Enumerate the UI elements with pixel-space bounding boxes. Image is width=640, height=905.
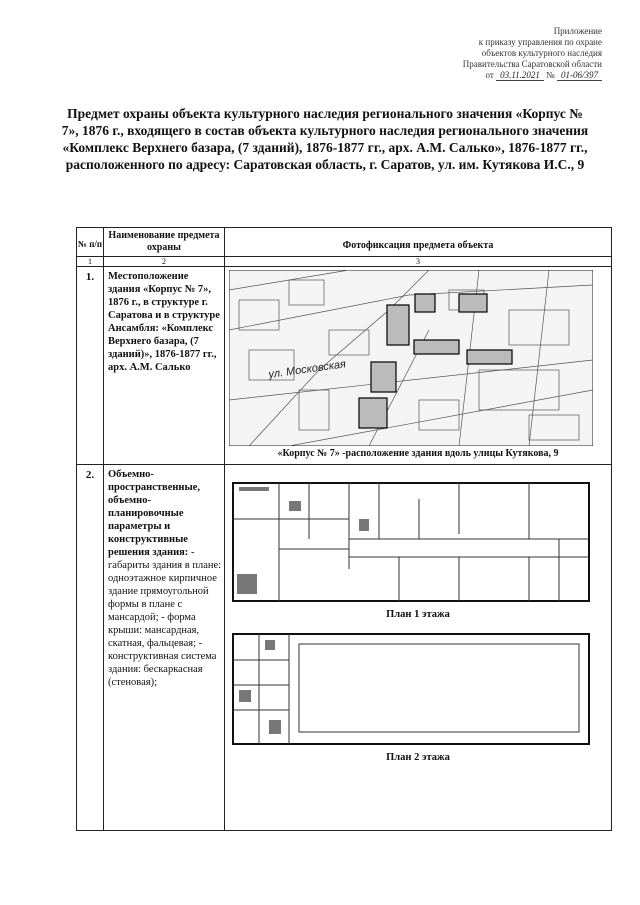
appendix-block [382, 26, 602, 81]
number-prefix: № [546, 70, 555, 80]
location-map [229, 270, 593, 446]
building-mark [415, 294, 435, 312]
row2-photo-cell [225, 465, 612, 831]
building-mark [467, 350, 512, 364]
row1-num: 1. [77, 267, 104, 465]
row1-caption: «Корпус № 7» -расположение здания вдоль улицы Кутякова, 9 [277, 448, 559, 459]
floor2-caption: План 2 этажа [386, 752, 450, 763]
header-photo: Фотофиксация предмета объекта [225, 228, 612, 257]
building-mark [459, 294, 487, 312]
order-date: 03.11.2021 [496, 70, 544, 81]
index-row [77, 257, 612, 267]
building-mark [359, 398, 387, 428]
row2-text-plain: - габариты здания в плане: одноэтажное кирпичное здание прямоугольной формы в плане с мансардой; - форма крыши: мансардная, скатная, фальцевая; - конструктивная система здания: бескаркасная (стеновая); [108, 547, 222, 688]
row2-num: 2. [77, 465, 104, 831]
header-name: Наименование предмета охраны [104, 228, 225, 257]
table-row [77, 267, 612, 465]
index-3: 3 [225, 257, 612, 267]
row1-text: Местоположение здания «Корпус № 7», 1876 г., в структуре г. Саратова и в структуре Ансамбля: «Комплекс Верхнего базара, (7 зданий)», 1876-1877 гг., арх. А.М. Салько [104, 267, 225, 465]
row2-text-bold: Объемно-пространственные, объемно-планировочные параметры и конструктивные решения здания: [108, 469, 200, 558]
building-mark [387, 305, 409, 345]
appendix-line4: Правительства Саратовской области [462, 59, 602, 69]
protection-table [76, 227, 612, 831]
document-title: Предмет охраны объекта культурного наследия регионального значения «Корпус № 7», 1876 г., входящего в состав объекта культурного наследия регионального значения «Комплекс Верхнего базара, (7 зданий), 1876-1877 гг., арх. А.М. Салько», 1876-1877 гг., расположенного по адресу: Саратовская область, г. Саратов, ул. им. Кутякова И.С., 9 [61, 106, 589, 172]
row1-photo-cell [225, 267, 612, 465]
floor2-plan [229, 630, 593, 748]
appendix-line3: объектов культурного наследия [481, 48, 602, 58]
appendix-line2: к приказу управления по охране [478, 37, 602, 47]
floor1-plan [229, 479, 593, 605]
header-num: № п/п [77, 228, 104, 257]
building-mark [371, 362, 396, 392]
floor1-caption: План 1 этажа [386, 609, 450, 620]
table-row [77, 465, 612, 831]
order-number: 01-06/397 [557, 70, 602, 81]
map-street-label: ул. Московская [267, 358, 347, 381]
row2-text-cell [104, 465, 225, 831]
appendix-date-line [382, 70, 602, 81]
building-mark [414, 340, 459, 354]
index-1: 1 [77, 257, 104, 267]
index-2: 2 [104, 257, 225, 267]
header-row [77, 228, 612, 257]
date-prefix: от [485, 70, 494, 80]
appendix-line1: Приложение [553, 26, 602, 36]
